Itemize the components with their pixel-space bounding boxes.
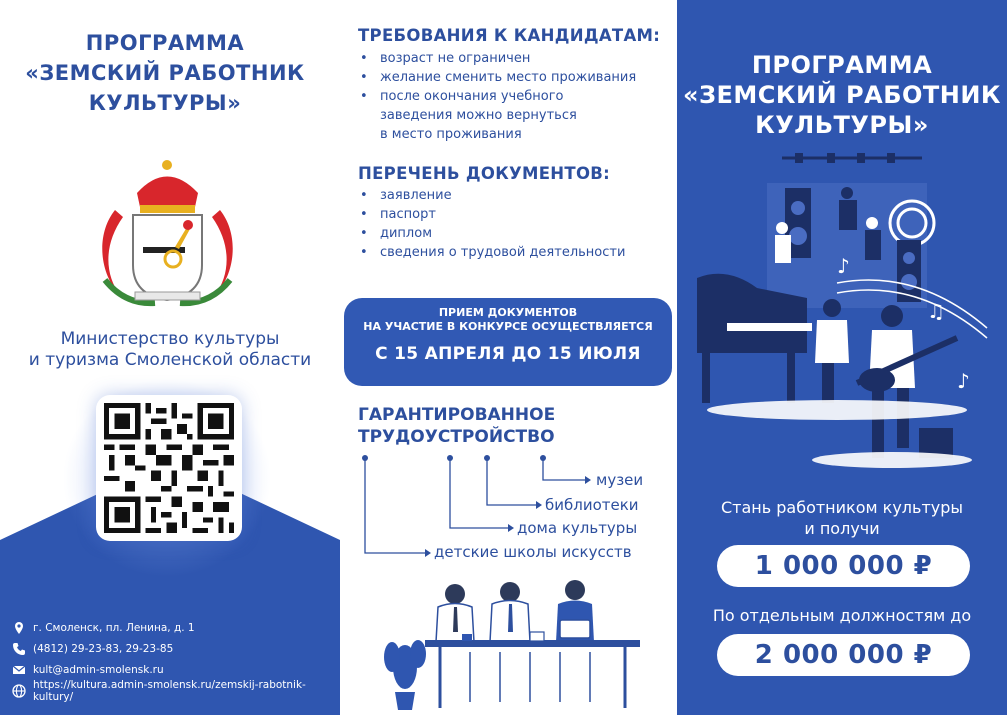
requirements-title: ТРЕБОВАНИЯ К КАНДИДАТАМ: xyxy=(358,26,661,45)
documents-item: • паспорт xyxy=(358,205,625,224)
requirements-item-continuation: в место проживания xyxy=(380,127,522,142)
svg-text:♪: ♪ xyxy=(957,369,970,393)
qr-code-icon xyxy=(104,403,234,533)
intake-line2: НА УЧАСТИЕ В КОНКУРСЕ ОСУЩЕСТВЛЯЕТСЯ xyxy=(363,320,653,333)
contact-email xyxy=(12,659,337,680)
requirements-item: • желание сменить место проживания xyxy=(358,68,636,87)
contact-address xyxy=(12,617,337,638)
office-meeting-illustration xyxy=(370,572,650,712)
left-title-line2: «ЗЕМСКИЙ РАБОТНИК xyxy=(25,61,305,85)
ministry-line1: Министерство культуры xyxy=(60,329,280,349)
intake-dates: С 15 АПРЕЛЯ ДО 15 ИЮЛЯ xyxy=(375,344,641,364)
requirements-item: • возраст не ограничен xyxy=(358,49,636,68)
smolensk-coat-of-arms xyxy=(95,155,240,310)
become-line1: Стань работником культуры xyxy=(720,498,964,517)
left-panel xyxy=(0,0,340,715)
contact-website xyxy=(12,680,337,701)
requirements-list xyxy=(358,49,636,144)
requirements-item-continuation: заведения можно вернуться xyxy=(380,108,577,123)
become-line2: и получи xyxy=(804,519,880,538)
right-program-title xyxy=(677,50,1007,140)
employer-art-schools: детские школы искусств xyxy=(434,543,632,561)
intake-line1: ПРИЕМ ДОКУМЕНТОВ xyxy=(438,306,578,319)
email-link[interactable]: kult@admin-smolensk.ru xyxy=(33,663,164,676)
location-pin-icon xyxy=(12,621,26,635)
right-title-line3: КУЛЬТУРЫ» xyxy=(755,111,929,139)
employer-culture-houses: дома культуры xyxy=(517,519,638,537)
employer-libraries: библиотеки xyxy=(545,496,639,514)
guarantee-line1: ГАРАНТИРОВАННОЕ xyxy=(358,405,556,425)
intake-text xyxy=(344,298,672,334)
contacts-block xyxy=(12,617,337,701)
musicians-stage-illustration xyxy=(687,148,997,478)
right-title-line1: ПРОГРАММА xyxy=(751,51,933,79)
ministry-name xyxy=(0,329,340,371)
documents-item: • заявление xyxy=(358,186,625,205)
qr-code[interactable] xyxy=(96,395,242,541)
documents-title: ПЕРЕЧЕНЬ ДОКУМЕНТОВ: xyxy=(358,164,611,183)
website-link[interactable]: https://kultura.admin-smolensk.ru/zemskij-rabotnik-kultury/ xyxy=(33,678,306,703)
employer-museums: музеи xyxy=(596,471,644,489)
become-worker-text xyxy=(677,497,1007,539)
documents-item: • сведения о трудовой деятельности xyxy=(358,243,625,262)
phone-text[interactable]: (4812) 29-23-83, 29-23-85 xyxy=(33,642,174,655)
left-title-line1: ПРОГРАММА xyxy=(85,31,245,55)
right-title-line2: «ЗЕМСКИЙ РАБОТНИК xyxy=(682,81,1002,109)
right-panel xyxy=(677,0,1007,715)
requirements-item: • после окончания учебного xyxy=(358,87,636,106)
left-program-title xyxy=(0,28,330,118)
amount-2-million: 2 000 000 ₽ xyxy=(717,634,970,676)
documents-item: • диплом xyxy=(358,224,625,243)
guarantee-title xyxy=(358,404,555,448)
address-text: г. Смоленск, пл. Ленина, д. 1 xyxy=(33,621,195,634)
ministry-line2: и туризма Смоленской области xyxy=(28,350,312,370)
documents-list xyxy=(358,186,625,262)
svg-text:♪: ♪ xyxy=(837,254,850,278)
left-title-line3: КУЛЬТУРЫ» xyxy=(88,91,242,115)
amount-1-million: 1 000 000 ₽ xyxy=(717,545,970,587)
middle-panel xyxy=(340,0,677,715)
separate-positions-text: По отдельным должностям до xyxy=(712,606,972,625)
contact-phone xyxy=(12,638,337,659)
globe-icon xyxy=(12,684,26,698)
mail-icon xyxy=(12,663,26,677)
intake-banner xyxy=(344,298,672,386)
phone-icon xyxy=(12,642,26,656)
guarantee-line2: ТРУДОУСТРОЙСТВО xyxy=(358,427,555,447)
svg-text:♫: ♫ xyxy=(927,299,945,323)
